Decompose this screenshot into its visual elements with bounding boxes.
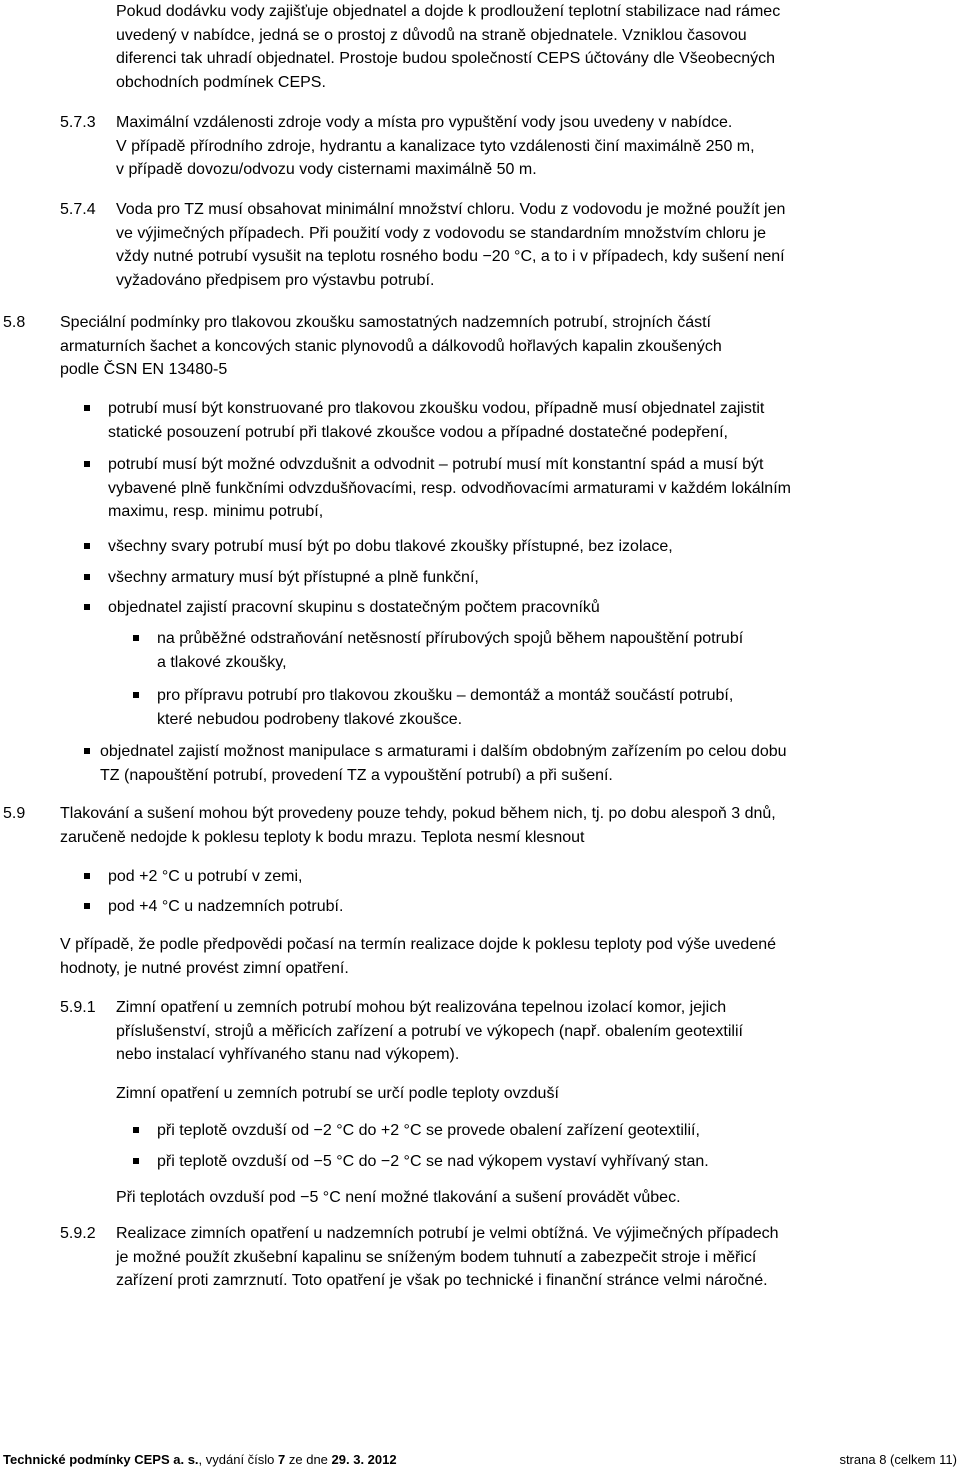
paragraph-winter: V případě, že podle předpovědi počasí na termín realizace dojde k poklesu teploty pod výše uvedené hodnoty, je nutné provést zimní opatření. xyxy=(60,936,777,977)
section-text: Zimní opatření u zemních potrubí mohou být realizována tepelnou izolací komor, jejich příslušenství, strojů a měřicích zařízení a potrubí ve výkopech (např. obalením geotextilií nebo instalací vyhřívaného stanu nad výkopem). xyxy=(116,999,743,1063)
sub-list-item: pro přípravu potrubí pro tlakovou zkoušku – demontáž a montáž součástí potrubí, které nebudou podrobeny tlakové zkoušce. xyxy=(133,684,956,731)
bullet-square-icon xyxy=(84,748,90,754)
bullet-square-icon xyxy=(133,1127,139,1133)
sub-list-item: při teplotě ovzduší od −5 °C do −2 °C se nad výkopem vystaví vyhřívaný stan. xyxy=(133,1150,956,1174)
section-text: Realizace zimních opatření u nadzemních potrubí je velmi obtížná. Ve výjimečných případech je možné použít zkušební kapalinu se sníženým bodem tuhnutí a zabezpečit stroje i měřicí zařízení proti zamrznutí. Toto opatření je však po technické i finanční stránce velmi náročné. xyxy=(116,1225,779,1289)
list-item: potrubí musí být konstruované pro tlakovou zkoušku vodou, případně musí objednatel zajistit statické posouzení potrubí při tlakové zkoušce vodou a případné dostatečné podepření, xyxy=(84,397,956,444)
sub-list-item: při teplotě ovzduší od −2 °C do +2 °C se provede obalení zařízení geotextilií, xyxy=(133,1119,956,1143)
section-5-9-2 xyxy=(60,1222,956,1293)
section-number: 5.7.4 xyxy=(60,201,96,218)
section-text: Speciální podmínky pro tlakovou zkoušku samostatných nadzemních potrubí, strojních částí armaturních šachet a koncových stanic plynovodů a dálkovodů hořlavých kapalin zkoušených podle ČSN EN 13480-5 xyxy=(60,314,722,378)
paragraph-closing: Při teplotách ovzduší pod −5 °C není možné tlakování a sušení provádět vůbec. xyxy=(116,1189,681,1206)
section-text: Maximální vzdálenosti zdroje vody a místa pro vypuštění vody jsou uvedeny v nabídce. V případě přírodního zdroje, hydrantu a kanalizace tyto vzdálenosti činí maximálně 250 m, v případě dovozu/odvozu vody cisternami maximálně 50 m. xyxy=(116,114,755,178)
paragraph-intro: Pokud dodávku vody zajišťuje objednatel a dojde k prodloužení teplotní stabilizace nad rámec uvedený v nabídce, jedná se o prostoj z důvodů na straně objednatele. Vzniklou časovou diferenci tak uhradí objednatel. Prostoje budou společností CEPS účtovány dle Všeobecných obchodních podmínek CEPS. xyxy=(116,3,781,91)
bullet-square-icon xyxy=(133,692,139,698)
section-5-9-1 xyxy=(60,996,956,1067)
section-number: 5.9 xyxy=(3,805,26,822)
sub-list-item: na průběžné odstraňování netěsností přírubových spojů během napouštění potrubí a tlakové zkoušky, xyxy=(133,627,956,674)
bullet-square-icon xyxy=(84,461,90,467)
list-item: pod +4 °C u nadzemních potrubí. xyxy=(84,895,956,919)
section-number: 5.8 xyxy=(3,314,26,331)
list-item: objednatel zajistí pracovní skupinu s dostatečným počtem pracovníků xyxy=(84,596,956,620)
section-5-8 xyxy=(3,311,956,382)
list-item: objednatel zajistí možnost manipulace s armaturami i dalším obdobným zařízením po celou dobu TZ (napouštění potrubí, provedení TZ a vypouštění potrubí) a při sušení. xyxy=(84,740,956,787)
list-item: všechny svary potrubí musí být po dobu tlakové zkoušky přístupné, bez izolace, xyxy=(84,535,956,559)
section-5-7-3 xyxy=(60,111,956,182)
section-number: 5.9.1 xyxy=(60,999,96,1016)
bullet-square-icon xyxy=(84,574,90,580)
bullet-square-icon xyxy=(84,873,90,879)
bullet-square-icon xyxy=(84,604,90,610)
paragraph-sub: Zimní opatření u zemních potrubí se určí podle teploty ovzduší xyxy=(116,1085,559,1102)
footer-edition: 7 xyxy=(278,1452,286,1467)
footer-left: Technické podmínky CEPS a. s., vydání číslo 7 ze dne 29. 3. 2012 xyxy=(3,1452,397,1467)
footer-date: 29. 3. 2012 xyxy=(331,1452,397,1467)
bullet-square-icon xyxy=(84,405,90,411)
list-item: pod +2 °C u potrubí v zemi, xyxy=(84,865,956,889)
section-number: 5.9.2 xyxy=(60,1225,96,1242)
section-5-7-4 xyxy=(60,198,956,292)
footer-org: Technické podmínky CEPS a. s. xyxy=(3,1452,199,1467)
list-item: všechny armatury musí být přístupné a plně funkční, xyxy=(84,566,956,590)
footer-page-number: strana 8 (celkem 11) xyxy=(839,1452,957,1467)
list-item: potrubí musí být možné odvzdušnit a odvodnit – potrubí musí mít konstantní spád a musí být vybavené plně funkčními odvzdušňovacími, resp. odvodňovacími armaturami v každém lokálním maximu, resp. minimu potrubí, xyxy=(84,453,956,524)
bullet-square-icon xyxy=(133,635,139,641)
bullet-square-icon xyxy=(133,1158,139,1164)
bullet-square-icon xyxy=(84,903,90,909)
section-text: Voda pro TZ musí obsahovat minimální množství chloru. Vodu z vodovodu je možné použít jen ve výjimečných případech. Při použití vody z vodovodu se standardním množstvím chloru je vždy nutné potrubí vysušit na teplotu rosného bodu −20 °C, a to i v případech, kdy sušení není vyžadováno předpisem pro výstavbu potrubí. xyxy=(116,201,786,289)
section-5-9 xyxy=(3,802,956,849)
section-number: 5.7.3 xyxy=(60,114,96,131)
bullet-square-icon xyxy=(84,543,90,549)
section-text: Tlakování a sušení mohou být provedeny pouze tehdy, pokud během nich, tj. po dobu alespoň 3 dnů, zaručeně nedojde k poklesu teploty k bodu mrazu. Teplota nesmí klesnout xyxy=(60,805,776,846)
